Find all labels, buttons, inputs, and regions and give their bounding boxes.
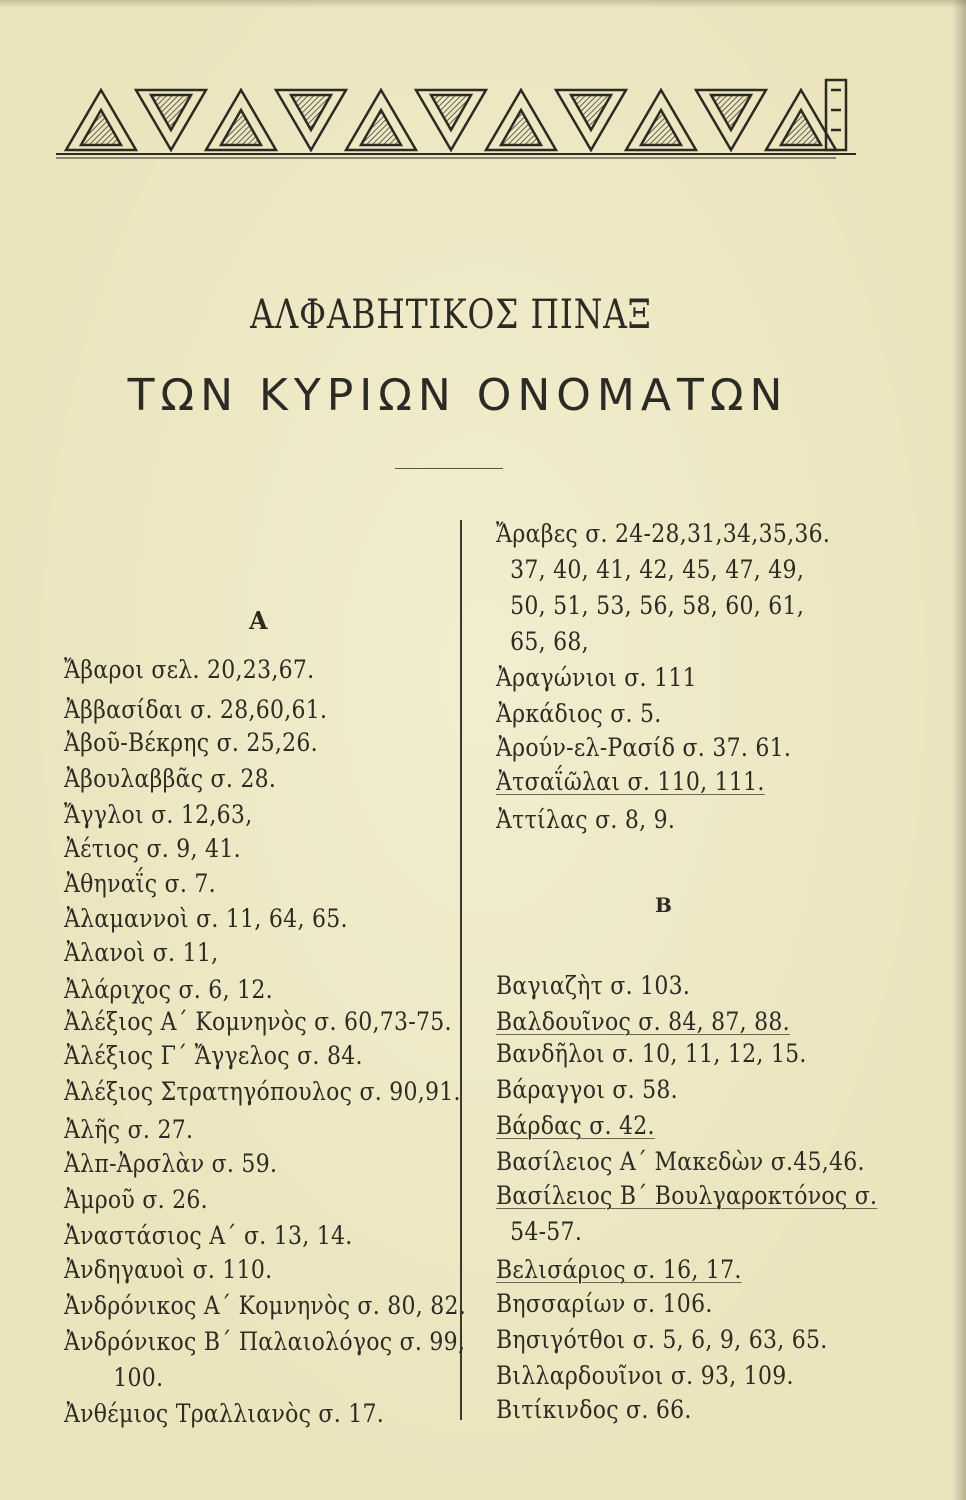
index-entry: Βελισάριος σ. 16, 17. <box>496 1255 742 1284</box>
decorative-ornament-band <box>56 70 856 160</box>
page-spine-shadow <box>952 0 966 1500</box>
page-top-shadow <box>0 0 966 8</box>
index-entry: Ἀναστάσιος Α΄ σ. 13, 14. <box>64 1221 353 1250</box>
index-entry: Ἀλαμαννοὶ σ. 11, 64, 65. <box>64 904 348 933</box>
index-entry: Ἀττίλας σ. 8, 9. <box>496 805 676 834</box>
index-entry: Ἀθηναΐς σ. 7. <box>64 869 216 898</box>
index-entry: Βασίλειος Α΄ Μακεδὼν σ.45,46. <box>496 1147 865 1176</box>
index-entry: Ἀρούν-ελ-Ρασίδ σ. 37. 61. <box>496 733 792 762</box>
index-entry: Βάραγγοι σ. 58. <box>496 1075 678 1104</box>
index-entry: Ἀλῆς σ. 27. <box>64 1115 194 1144</box>
section-letter-a: Α <box>249 606 268 635</box>
index-entry: Βιλλαρδουῖνοι σ. 93, 109. <box>496 1361 794 1390</box>
index-entry-continuation: 50, 51, 53, 56, 58, 60, 61, <box>510 591 805 620</box>
index-entry: Ἀλανοὶ σ. 11, <box>64 938 219 967</box>
index-entry: Ἄραβες σ. 24-28,31,34,35,36. <box>496 519 831 548</box>
index-entry: Ἄγγλοι σ. 12,63, <box>64 800 253 829</box>
index-entry: Βησιγότθοι σ. 5, 6, 9, 63, 65. <box>496 1325 828 1354</box>
column-divider <box>460 520 462 1420</box>
index-entry: Βασίλειος Β΄ Βουλγαροκτόνος σ. <box>496 1181 878 1210</box>
title-divider <box>395 468 503 469</box>
index-entry: Ἀβοῦ-Βέκρης σ. 25,26. <box>64 728 318 757</box>
index-entry-continuation: 65, 68, <box>510 627 589 656</box>
index-entry: Ἀλέξιος Γ΄ Ἄγγελος σ. 84. <box>64 1041 363 1070</box>
index-entry: Ἀλπ-Ἀρσλὰν σ. 59. <box>64 1149 278 1178</box>
index-entry: Ἄβαροι σελ. 20,23,67. <box>64 655 315 684</box>
index-entry: Ἀβουλαββᾶς σ. 28. <box>64 764 277 793</box>
index-entry: Ἀλέξιος Στρατηγόπουλος σ. 90,91. <box>64 1077 461 1106</box>
index-entry: Βαλδουῖνος σ. 84, 87, 88. <box>496 1007 790 1036</box>
index-entry: Ἀρκάδιος σ. 5. <box>496 699 662 728</box>
index-entry: Ἀμροῦ σ. 26. <box>64 1185 208 1214</box>
index-entry: Βαγιαζὴτ σ. 103. <box>496 971 691 1000</box>
section-letter-b: Β <box>655 893 672 917</box>
index-entry: Ἀββασίδαι σ. 28,60,61. <box>64 695 328 724</box>
index-entry: Βάρδας σ. 42. <box>496 1111 655 1140</box>
index-entry: Βησσαρίων σ. 106. <box>496 1289 713 1318</box>
page-title-line-2: ΤΩΝ ΚΥΡΙΩΝ ΟΝΟΜΑΤΩΝ <box>127 370 789 421</box>
index-entry: Ἀέτιος σ. 9, 41. <box>64 834 241 863</box>
index-entry: Ἀνδρόνικος Β΄ Παλαιολόγος σ. 99, <box>64 1327 466 1356</box>
index-entry: Ἀτσαΐῶλαι σ. 110, 111. <box>496 767 765 796</box>
index-entry: Ἀλέξιος Α΄ Κομνηνὸς σ. 60,73-75. <box>64 1007 452 1036</box>
index-entry-continuation: 37, 40, 41, 42, 45, 47, 49, <box>510 555 805 584</box>
index-entry: Ἀνδρόνικος Α΄ Κομνηνὸς σ. 80, 82. <box>64 1291 467 1320</box>
index-entry-continuation: 100. <box>113 1363 164 1392</box>
index-entry: Βανδῆλοι σ. 10, 11, 12, 15. <box>496 1039 807 1068</box>
page-title-line-1: ΑΛΦΑΒΗΤΙΚΟΣ ΠΙΝΑΞ <box>250 292 652 338</box>
index-entry-continuation: 54-57. <box>510 1217 583 1246</box>
index-entry: Ἀλάριχος σ. 6, 12. <box>64 975 273 1004</box>
index-entry: Βιτίκινδος σ. 66. <box>496 1395 692 1424</box>
index-entry: Ἀραγώνιοι σ. 111 <box>496 663 697 692</box>
index-entry: Ἀνδηγαυοὶ σ. 110. <box>64 1255 273 1284</box>
index-entry: Ἀνθέμιος Τραλλιανὸς σ. 17. <box>64 1399 385 1428</box>
